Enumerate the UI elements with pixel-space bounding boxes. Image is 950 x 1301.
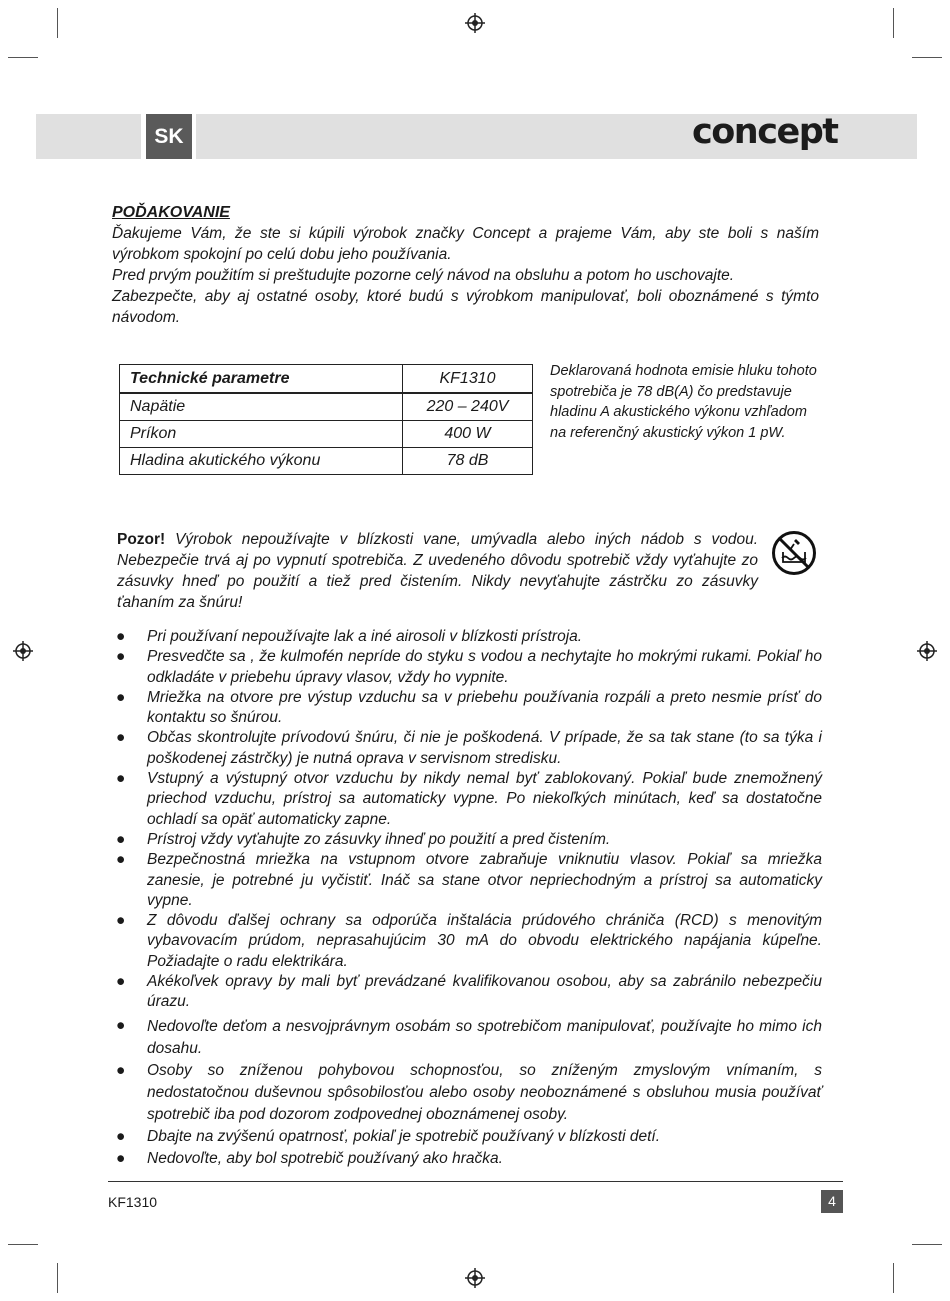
table-cell: Príkon [120, 421, 403, 448]
warning-paragraph [117, 529, 758, 613]
crop-mark [893, 1263, 894, 1293]
list-item-text: Občas skontrolujte prívodovú šnúru, či nie je poškodená. V prípade, že sa tak stane (to sa týka i poškodenej zástrčky) je nutná oprava v servisnom stredisku. [147, 729, 822, 767]
list-item-text: Mriežka na otvore pre výstup vzduchu sa v priebehu používania rozpáli a preto nesmie prísť do kontaktu so šnúrou. [147, 688, 822, 727]
intro-paragraph: Ďakujeme Vám, že ste si kúpili výrobok značky Concept a prajeme Vám, aby ste boli s naším výrobkom spokojní po celú dobu jeho používania. [112, 225, 819, 263]
bullet-icon: ● [116, 1061, 126, 1079]
table-row [120, 421, 533, 448]
brand-logo: concept [692, 112, 838, 152]
bullet-icon: ● [116, 688, 126, 706]
registration-mark-icon [465, 1268, 485, 1288]
list-item [112, 627, 822, 647]
list-item-text: Prístroj vždy vyťahujte zo zásuvky ihneď po použití a pred čistením. [147, 830, 611, 848]
table-cell: KF1310 [403, 365, 533, 394]
bullet-icon: ● [116, 912, 126, 930]
bullet-icon: ● [116, 851, 126, 869]
list-item [112, 728, 822, 769]
warning-label: Pozor! [117, 531, 166, 548]
bullet-icon: ● [116, 1127, 126, 1145]
bullet-icon: ● [116, 770, 126, 788]
technical-parameters-table [119, 364, 533, 475]
list-item-text: Akékoľvek opravy by mali byť prevádzané kvalifikovanou osobou, aby sa zabránilo nebezpečiu úrazu. [147, 973, 822, 1011]
noise-emission-note: Deklarovaná hodnota emisie hluku tohoto spotrebiča je 78 dB(A) čo predstavuje hladinu A akustického výkonu vzhľadom na referenčný akustický výkon 1 pW. [550, 363, 817, 441]
footer-divider [108, 1181, 843, 1182]
table-cell: Hladina akutického výkonu [120, 448, 403, 475]
list-item-text: Vstupný a výstupný otvor vzduchu by nikdy nemal byť zablokovaný. Pokiaľ bude znemožnený priechod vzduchu, prístroj sa automaticky vypne. Po niekoľkých minútach, keď sa dostatočne ochladí sa opäť automaticky zapne. [147, 770, 822, 828]
table-cell: Technické parametre [120, 365, 403, 394]
intro-heading: POĎAKOVANIE [112, 204, 230, 221]
list-item-text: Presvedčte sa , že kulmofén nepríde do styku s vodou a nechytajte ho mokrými rukami. Pokiaľ ho odkladáte v priebehu úpravy vlasov, vždy ho vypnite. [147, 648, 822, 686]
list-item-text: Z dôvodu ďalšej ochrany sa odporúča inštalácia prúdového chrániča (RCD) s menovitým vybavovacím prúdom, neprasahujúcim 30 mA do obvodu elektrického napájania kúpeľne. Požiadajte o radu elektrikára. [147, 912, 822, 970]
list-item-text: Nedovoľte, aby bol spotrebič používaný ako hračka. [147, 1149, 503, 1167]
table-header-row [120, 365, 533, 394]
crop-mark [8, 1244, 38, 1245]
intro-paragraph: Pred prvým použitím si preštudujte pozorne celý návod na obsluhu a potom ho uschovajte. [112, 267, 735, 284]
list-item [112, 769, 822, 830]
registration-mark-icon [13, 641, 33, 661]
list-item-text: Dbajte na zvýšenú opatrnosť, pokiaľ je spotrebič používaný v blízkosti detí. [147, 1127, 661, 1145]
crop-mark [912, 57, 942, 58]
crop-mark [893, 8, 894, 38]
language-badge: SK [146, 114, 192, 159]
list-item [112, 830, 822, 850]
bullet-icon: ● [116, 729, 126, 747]
bullet-icon: ● [116, 1149, 126, 1167]
bullet-icon: ● [116, 973, 126, 991]
list-item [112, 1126, 822, 1148]
page-number: 4 [821, 1190, 843, 1213]
warning-text: Výrobok nepoužívajte v blízkosti vane, umývadla alebo iných nádob s vodou. Nebezpečie trvá aj po vypnutí spotrebiča. Z uvedeného dôvodu spotrebič vždy vyťahujte zo zásuvky hneď po použití a tiež pred čistením. Nikdy nevyťahujte zástrčku zo zásuvky ťahaním za šnúru! [117, 531, 758, 611]
bullet-icon: ● [116, 1016, 126, 1034]
no-water-icon [771, 530, 817, 576]
table-cell: 78 dB [403, 448, 533, 475]
list-item [112, 647, 822, 688]
registration-mark-icon [465, 13, 485, 33]
list-item [112, 1148, 822, 1170]
list-item-text: Bezpečnostná mriežka na vstupnom otvore zabraňuje vniknutiu vlasov. Pokiaľ sa mriežka zanesie, je potrebné ju vyčistiť. Ináč sa stane otvor nepriechodným a prístroj sa automaticky vypne. [147, 851, 822, 909]
list-item-text: Osoby so zníženou pohybovou schopnosťou, so zníženým zmyslovým vnímaním, s nedostatočnou duševnou spôsobilosťou alebo osoby neoboznámené s obsluhou musia používať spotrebič iba pod dozorom zodpovednej oboznámenej osoby. [147, 1061, 822, 1123]
bullet-icon: ● [116, 830, 126, 848]
list-item [112, 1060, 822, 1126]
crop-mark [57, 1263, 58, 1293]
safety-bullet-list [112, 627, 822, 1170]
list-item-text: Pri používaní nepoužívajte lak a iné airosoli v blízkosti prístroja. [147, 628, 583, 645]
footer-model: KF1310 [108, 1194, 158, 1210]
intro-section [112, 202, 819, 328]
list-item [112, 1016, 822, 1060]
table-cell: 400 W [403, 421, 533, 448]
crop-mark [8, 57, 38, 58]
bullet-icon: ● [116, 648, 126, 666]
table-cell: Napätie [120, 393, 403, 421]
registration-mark-icon [917, 641, 937, 661]
bullet-icon: ● [116, 628, 126, 645]
list-item [112, 911, 822, 972]
crop-mark [912, 1244, 942, 1245]
list-item-text: Nedovoľte deťom a nesvojprávnym osobám so spotrebičom manipulovať, používajte ho mimo ich dosahu. [147, 1017, 822, 1057]
list-item [112, 688, 822, 729]
crop-mark [57, 8, 58, 38]
table-cell: 220 – 240V [403, 393, 533, 421]
table-row [120, 393, 533, 421]
intro-paragraph: Zabezpečte, aby aj ostatné osoby, ktoré budú s výrobkom manipulovať, boli oboznámené s týmto návodom. [112, 288, 819, 326]
list-item [112, 972, 822, 1013]
table-row [120, 448, 533, 475]
list-item [112, 850, 822, 911]
